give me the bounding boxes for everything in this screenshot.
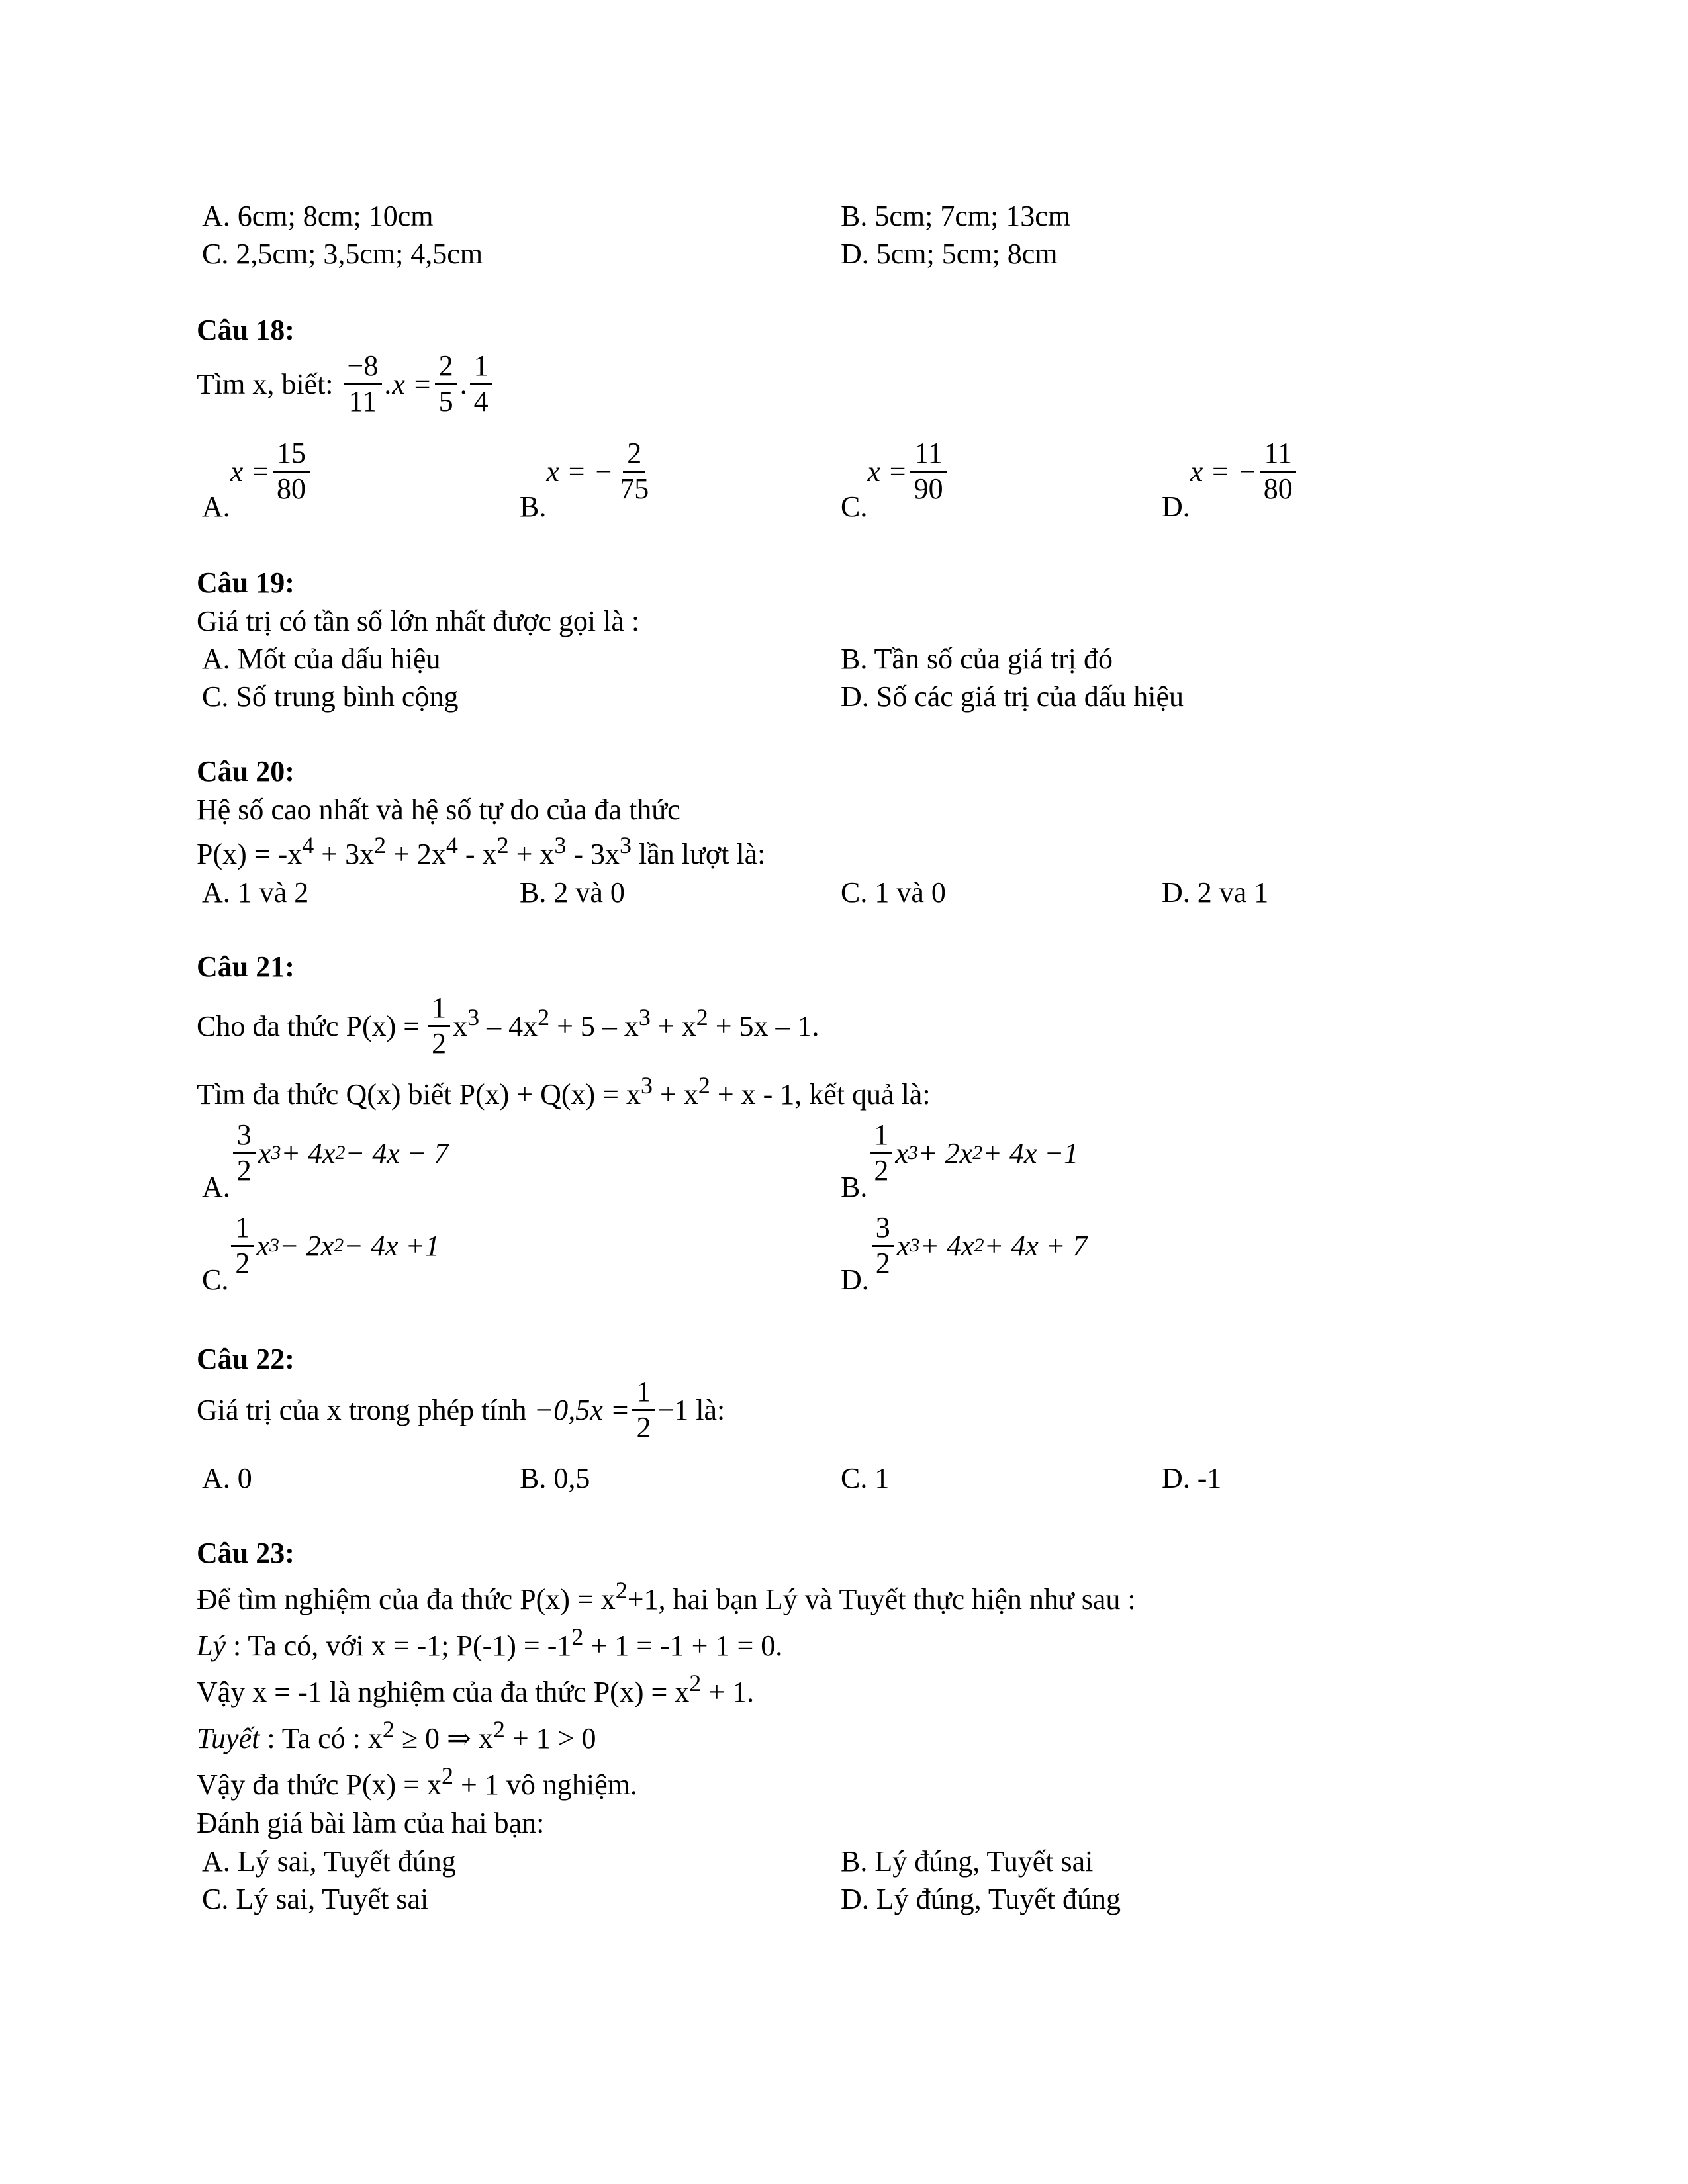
q18-prompt	[197, 349, 495, 418]
q18-option-b: B. x = − $\frac{2}{75}$	[520, 437, 655, 525]
q19-option-b: B. Tần số của giá trị đó	[841, 643, 1113, 675]
q18-eq-dot: .	[459, 367, 467, 400]
q23-option-b: B. Lý đúng, Tuyết sai	[841, 1845, 1094, 1878]
q18-option-a-letter: A.	[202, 490, 230, 523]
q23-option-c: C. Lý sai, Tuyết sai	[202, 1883, 429, 1915]
q21-option-d-letter: D.	[841, 1263, 869, 1296]
q18-option-c: C. x = $\frac{11}{90}$	[841, 437, 950, 525]
q20-title: Câu 20:	[197, 755, 295, 788]
q18-frac-2: $\frac{2}{5}$	[435, 349, 457, 418]
prev-option-c: C. 2,5cm; 3,5cm; 4,5cm	[202, 238, 483, 270]
q23-line6: Đánh giá bài làm của hai bạn:	[197, 1807, 545, 1839]
q20-option-b: B. 2 và 0	[520, 876, 625, 909]
q18-title: Câu 18:	[197, 314, 295, 346]
q23-line4: Tuyết : Ta có : $x^2 \ge 0$ ⇒ $x^2 + 1 > 0$	[197, 1715, 596, 1754]
q18-prompt-text: Tìm x, biết:	[197, 367, 334, 400]
q22-option-a: A. 0	[202, 1462, 252, 1494]
q20-polynomial: $P(x) = -x^4 + 3x^2 + 2x^4 - x^2 + x^3 - 3x^3$ lần lượt là:	[197, 831, 766, 870]
q18-option-b-letter: B.	[520, 490, 547, 523]
q21-option-a: A. $\frac{3}{2}$ x 3 + 4x 2 − 4x − 7	[202, 1118, 448, 1206]
q21-option-b: B. $\frac{1}{2}$ x 3 + 2x 2 + 4x −1	[841, 1118, 1078, 1206]
q21-line1: Cho đa thức P(x) = $\frac{1}{2}$ $x^3 - 4x^2 + 5 - x^3 + x^2 + 5x - 1$.	[197, 991, 820, 1060]
q19-option-c: C. Số trung bình cộng	[202, 680, 459, 713]
q23-line1: Để tìm nghiệm của đa thức $P(x) = x^2+1$, hai bạn Lý và Tuyết thực hiện như sau :	[197, 1576, 1136, 1615]
q21-option-c: C. $\frac{1}{2}$ x 3 − 2x 2 − 4x +1	[202, 1211, 440, 1298]
q23-line3: Vậy x = -1 là nghiệm của đa thức $P(x) = x^2 + 1$.	[197, 1669, 755, 1708]
q23-line5: Vậy đa thức $P(x) = x^2 + 1$ vô nghiệm.	[197, 1762, 637, 1801]
q21-line2: Tìm đa thức Q(x) biết $P(x) + Q(x) = x^3 + x^2 + x - 1$, kết quả là:	[197, 1071, 931, 1111]
q18-option-d-letter: D.	[1162, 490, 1190, 523]
q18-option-a: A. x = $\frac{15}{80}$	[202, 437, 312, 525]
q23-option-a: A. Lý sai, Tuyết đúng	[202, 1845, 456, 1878]
q22-option-d: D. -1	[1162, 1462, 1222, 1494]
q22-title: Câu 22:	[197, 1343, 295, 1375]
q18-option-d: D. x = − $\frac{11}{80}$	[1162, 437, 1299, 525]
prev-option-d: D. 5cm; 5cm; 8cm	[841, 238, 1058, 270]
q19-prompt: Giá trị có tần số lớn nhất được gọi là :	[197, 605, 640, 637]
q23-title: Câu 23:	[197, 1537, 295, 1569]
q22-prompt: Giá trị của x trong phép tính −0,5x = $\frac{1}{2}$ −1 là:	[197, 1375, 726, 1443]
q19-option-d: D. Số các giá trị của dấu hiệu	[841, 680, 1184, 713]
prev-option-b: B. 5cm; 7cm; 13cm	[841, 200, 1071, 232]
q18-frac-1: $\frac{-8}{11}$	[344, 349, 383, 418]
q20-option-d: D. 2 va 1	[1162, 876, 1269, 909]
q23-line2: Lý : Ta có, với x = -1; $P(-1) = -1^2 + 1 = -1 + 1 = 0$.	[197, 1623, 783, 1662]
q19-title: Câu 19:	[197, 567, 295, 599]
q21-option-d: D. $\frac{3}{2}$ x 3 + 4x 2 + 4x + 7	[841, 1211, 1087, 1298]
q18-option-c-letter: C.	[841, 490, 868, 523]
q18-frac-3: $\frac{1}{4}$	[470, 349, 492, 418]
q21-option-a-letter: A.	[202, 1171, 230, 1203]
q21-title: Câu 21:	[197, 950, 295, 983]
q22-option-c: C. 1	[841, 1462, 890, 1494]
q19-option-a: A. Mốt của dấu hiệu	[202, 643, 441, 675]
q20-option-c: C. 1 và 0	[841, 876, 946, 909]
q21-option-c-letter: C.	[202, 1263, 229, 1296]
q22-option-b: B. 0,5	[520, 1462, 590, 1494]
q21-option-b-letter: B.	[841, 1171, 868, 1203]
q20-option-a: A. 1 và 2	[202, 876, 309, 909]
prev-option-a: A. 6cm; 8cm; 10cm	[202, 200, 434, 232]
q20-prompt: Hệ số cao nhất và hệ số tự do của đa thức	[197, 794, 680, 826]
q18-eq-mid: .x =	[385, 367, 432, 400]
q23-option-d: D. Lý đúng, Tuyết đúng	[841, 1883, 1121, 1915]
